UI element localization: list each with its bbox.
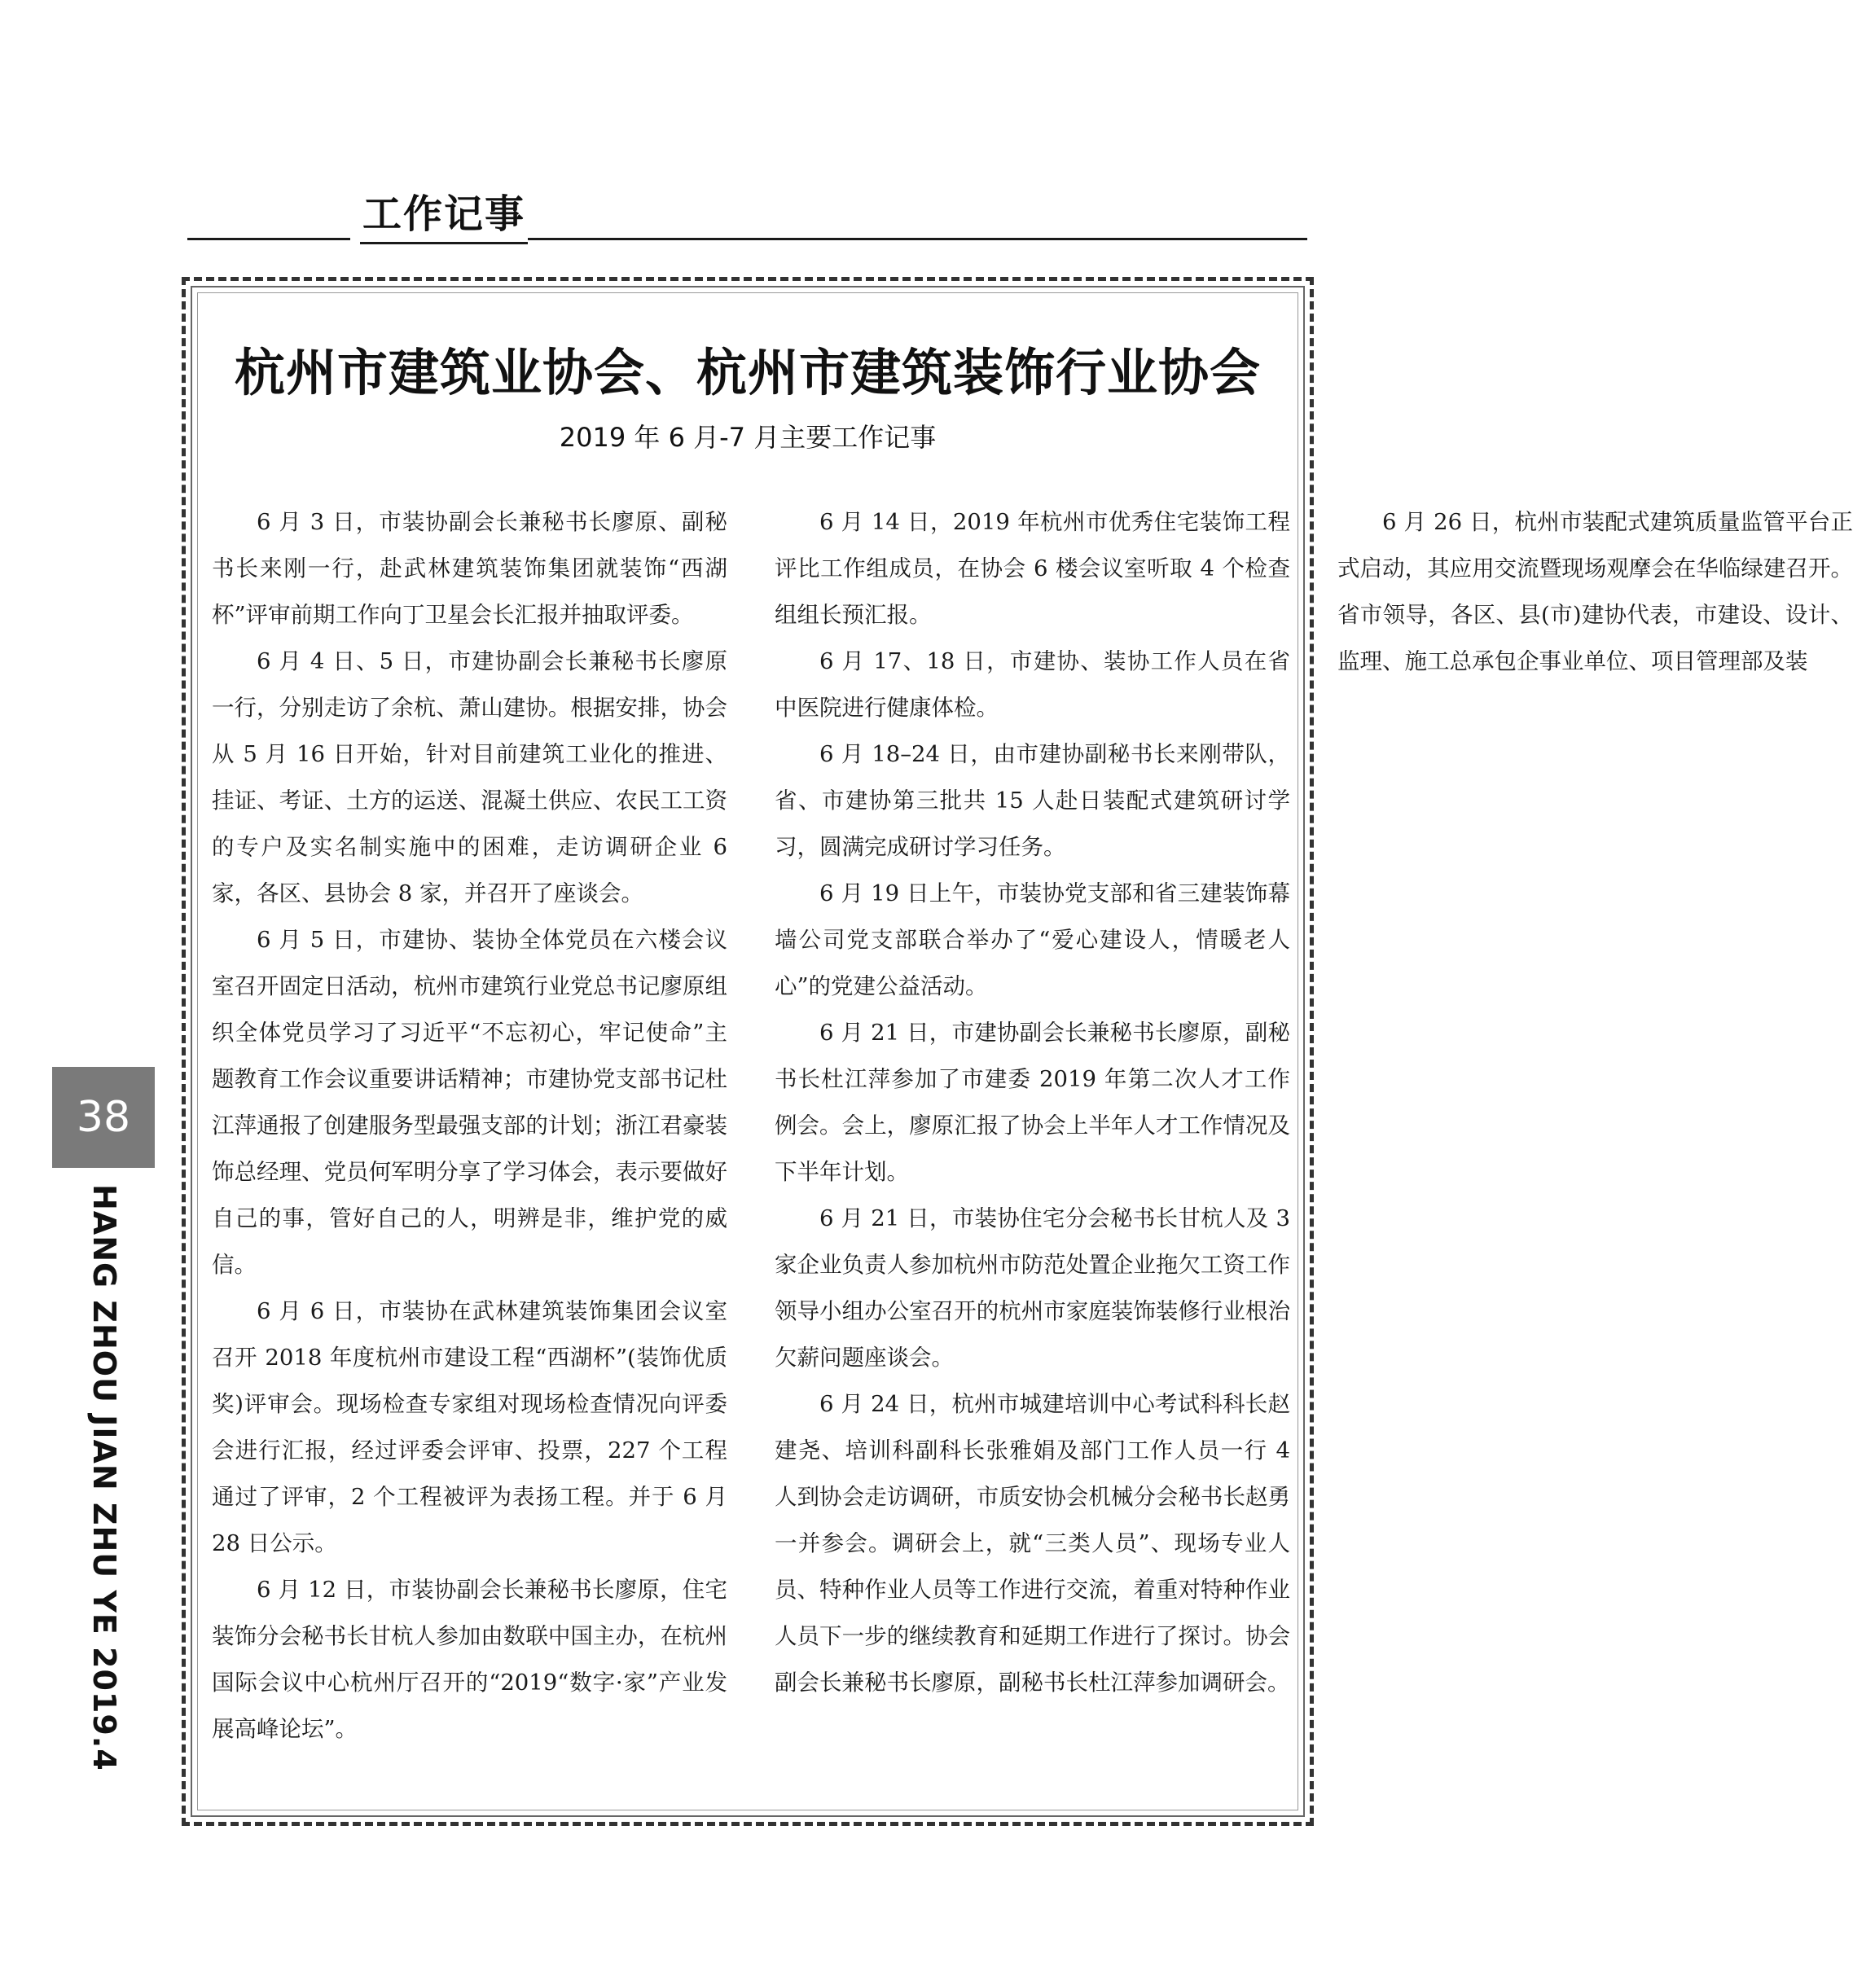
article-frame: [182, 277, 1853, 1826]
article-paragraph: 6 月 26 日，杭州市装配式建筑质量监管平台正式启动，其应用交流暨现场观摩会在华临绿建召开。省市领导，各区、县(市)建协代表，市建设、设计、监理、施工总承包企事业单位、项目管理部及装: [1337, 509, 1853, 674]
article-paragraph: 6 月 4 日、5 日，市建协副会长兼秘书长廖原一行，分别走访了余杭、萧山建协。根据安排，协会从 5 月 16 日开始，针对目前建筑工业化的推进、挂证、考证、土方的运送、混凝土供应、农民工工资的专户及实名制实施中的困难，走访调研企业 6 家，各区、县协会 8 家，并召开了座谈会。: [212, 648, 727, 906]
article-paragraph: 6 月 6 日，市装协在武林建筑装饰集团会议室召开 2018 年度杭州市建设工程“西湖杯”(装饰优质奖)评审会。现场检查专家组对现场检查情况向评委会进行汇报，经过评委会评审、投票，227 个工程通过了评审，2 个工程被评为表扬工程。并于 6 月 28 日公示。: [212, 1298, 727, 1556]
header-rule-left: [187, 238, 350, 240]
article-paragraph: 6 月 19 日上午，市装协党支部和省三建装饰幕墙公司党支部联合举办了“爱心建设人，情暖老人心”的党建公益活动。: [775, 880, 1290, 999]
article-paragraph: 6 月 24 日，杭州市城建培训中心考试科科长赵建尧、培训科副科长张雅娟及部门工作人员一行 4 人到协会走访调研，市质安协会机械分会秘书长赵勇一并参会。调研会上，就“三类人员”、现场专业人员、特种作业人员等工作进行交流，着重对特种作业人员下一步的继续教育和延期工作进行了探讨。协会副会长兼秘书长廖原，副秘书长杜江萍参加调研会。: [775, 1391, 1290, 1696]
article-paragraph: 6 月 14 日，2019 年杭州市优秀住宅装饰工程评比工作组成员，在协会 6 楼会议室听取 4 个检查组组长预汇报。: [775, 509, 1290, 628]
article-paragraph: 6 月 12 日，市装协副会长兼秘书长廖原，住宅装饰分会秘书长甘杭人参加由数联中国主办，在杭州国际会议中心杭州厅召开的“2019“数字·家”产业发展高峰论坛”。: [212, 1577, 727, 1742]
article-paragraph: 6 月 21 日，市装协住宅分会秘书长甘杭人及 3 家企业负责人参加杭州市防范处置企业拖欠工资工作领导小组办公室召开的杭州市家庭装饰装修行业根治欠薪问题座谈会。: [775, 1205, 1290, 1371]
article-body: [212, 499, 1853, 1794]
header-rule-right: [528, 238, 1307, 240]
journal-vertical-text: HANG ZHOU JIAN ZHU YE 2019.4: [86, 1184, 122, 1771]
page-number: 38: [52, 1067, 155, 1168]
section-label: 工作记事: [360, 187, 528, 241]
section-header: [187, 187, 1307, 244]
article-title: 杭州市建筑业协会、杭州市建筑装饰行业协会: [234, 343, 1261, 402]
article-paragraph: 6 月 18–24 日，由市建协副秘书长来刚带队，省、市建协第三批共 15 人赴日装配式建筑研讨学习，圆满完成研讨学习任务。: [775, 741, 1290, 860]
article-subtitle: 2019 年 6 月-7 月主要工作记事: [559, 422, 937, 453]
article-paragraph: 6 月 3 日，市装协副会长兼秘书长廖原、副秘书长来刚一行，赴武林建筑装饰集团就装饰“西湖杯”评审前期工作向丁卫星会长汇报并抽取评委。: [212, 509, 727, 628]
article-paragraph: 6 月 21 日，市建协副会长兼秘书长廖原，副秘书长杜江萍参加了市建委 2019 年第二次人才工作例会。会上，廖原汇报了协会上半年人才工作情况及下半年计划。: [775, 1020, 1290, 1185]
article-paragraph: 6 月 5 日，市建协、装协全体党员在六楼会议室召开固定日活动，杭州市建筑行业党总书记廖原组织全体党员学习了习近平“不忘初心，牢记使命”主题教育工作会议重要讲话精神；市建协党支部书记杜江萍通报了创建服务型最强支部的计划；浙江君豪装饰总经理、党员何军明分享了学习体会，表示要做好自己的事，管好自己的人，明辨是非，维护党的威信。: [212, 927, 727, 1278]
article-paragraph: 6 月 17、18 日，市建协、装协工作人员在省中医院进行健康体检。: [775, 648, 1290, 721]
